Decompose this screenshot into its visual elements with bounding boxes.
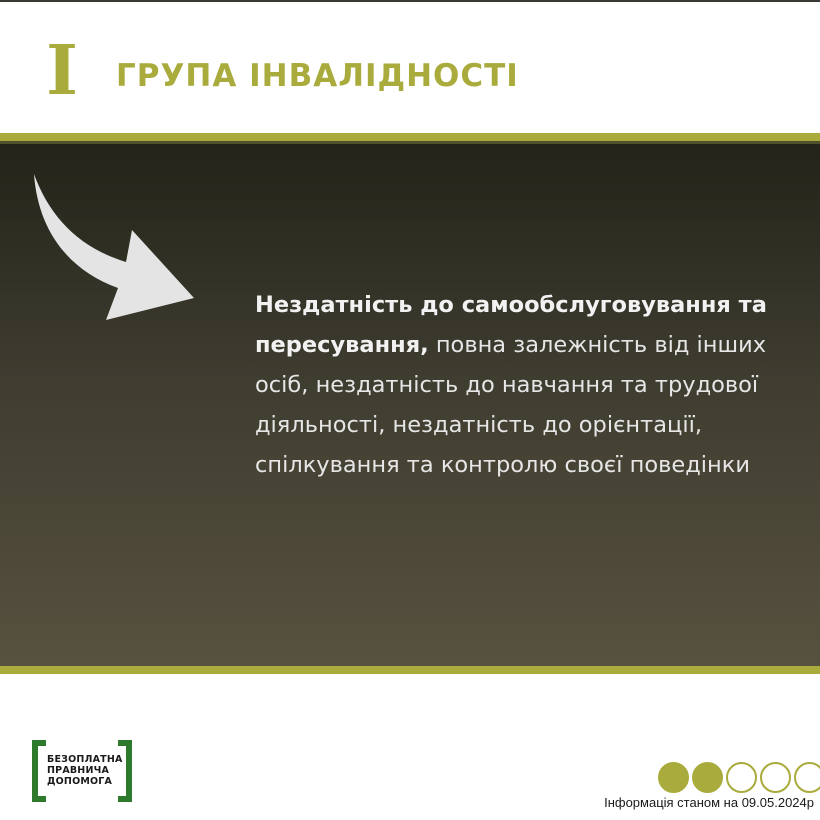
bottom-accent-band: [0, 666, 820, 674]
logo-text: [47, 754, 127, 787]
description-lead: Нездатність до самообслуговування та пересування,: [255, 292, 767, 358]
curved-arrow-icon: [28, 170, 198, 330]
description-text: [255, 285, 810, 485]
description-rest: повна залежність від інших осіб, нездатність до навчання та трудової діяльності, нездатність до орієнтації, спілкування та контролю своєї поведінки: [255, 332, 767, 478]
pagination-dots: [658, 762, 820, 794]
logo-line-2: ПРАВНИЧА: [47, 765, 110, 776]
logo-line-3: ДОПОМОГА: [47, 776, 113, 787]
pagination-dot-empty: [794, 762, 820, 793]
pagination-dot-filled: [692, 762, 723, 793]
page-title: ГРУПА ІНВАЛІДНОСТІ: [116, 58, 519, 94]
legal-aid-logo: [32, 740, 132, 808]
info-date: Інформація станом на 09.05.2024р: [604, 795, 814, 810]
logo-bracket-right: [118, 740, 132, 802]
pagination-dot-empty: [726, 762, 757, 793]
group-numeral: I: [46, 31, 78, 111]
logo-bracket-left: [32, 740, 46, 802]
top-accent-band: [0, 133, 820, 141]
pagination-dot-filled: [658, 762, 689, 793]
pagination-dot-empty: [760, 762, 791, 793]
logo-line-1: БЕЗОПЛАТНА: [47, 754, 123, 765]
